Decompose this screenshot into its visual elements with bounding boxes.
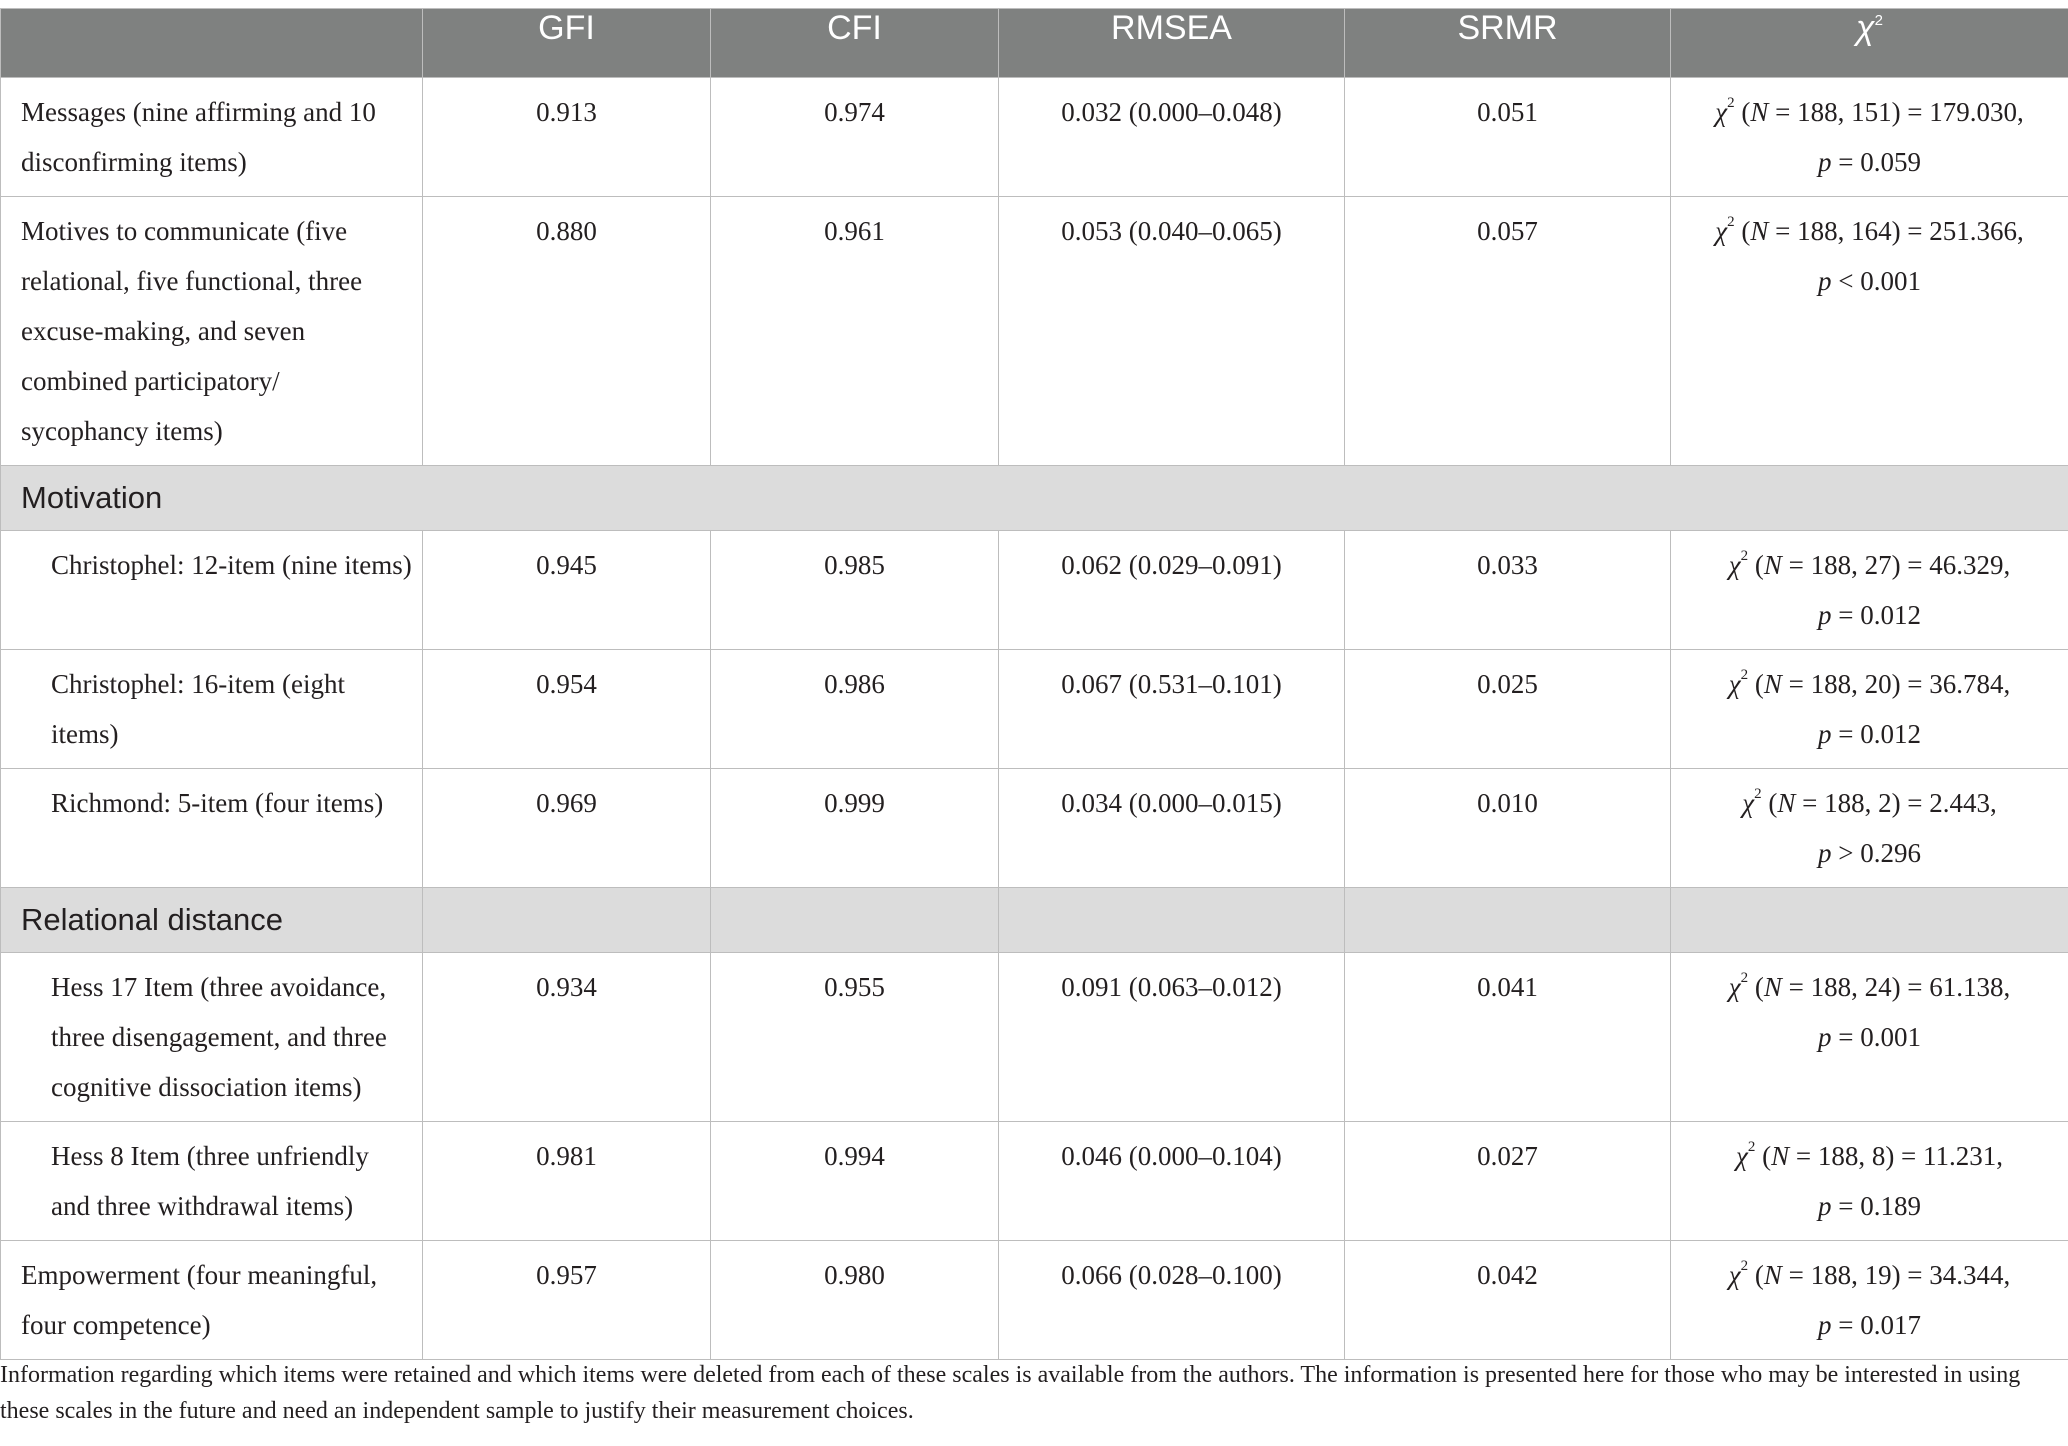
rmsea-value: 0.062 (0.029–0.091) bbox=[1061, 550, 1282, 580]
p-label: p bbox=[1818, 838, 1832, 868]
p-label: p bbox=[1818, 1191, 1832, 1221]
section-label: Motivation bbox=[21, 480, 163, 515]
chi-square-line bbox=[1671, 778, 2068, 828]
chi-df-text: = 188, 24) = 61.138, bbox=[1781, 972, 2011, 1002]
table-row bbox=[1, 769, 2068, 888]
srmr-value-cell bbox=[1345, 1241, 1671, 1360]
chi-square-line bbox=[1671, 540, 2068, 590]
p-label: p bbox=[1818, 600, 1832, 630]
chi-superscript: 2 bbox=[1747, 1139, 1756, 1155]
row-label: Messages (nine affirming and 10 disconfirming items) bbox=[21, 97, 376, 177]
p-value: > 0.296 bbox=[1831, 838, 1921, 868]
cfi-value: 0.986 bbox=[824, 669, 885, 699]
p-label: p bbox=[1818, 147, 1832, 177]
chi-superscript: 2 bbox=[1740, 548, 1749, 564]
section-empty-cell bbox=[1345, 888, 1671, 953]
gfi-value: 0.954 bbox=[536, 669, 597, 699]
rmsea-value: 0.034 (0.000–0.015) bbox=[1061, 788, 1282, 818]
chi-square-value bbox=[1671, 531, 2068, 649]
chi-superscript: 2 bbox=[1740, 1258, 1749, 1274]
chi-superscript: 2 bbox=[1727, 214, 1735, 230]
p-label: p bbox=[1818, 1310, 1832, 1340]
chi-square-cell bbox=[1671, 650, 2068, 769]
cfi-value: 0.994 bbox=[824, 1141, 885, 1171]
chi-square-cell bbox=[1671, 197, 2068, 466]
chi-open-paren: ( bbox=[1748, 972, 1764, 1002]
srmr-value: 0.010 bbox=[1477, 788, 1538, 818]
rmsea-value-cell bbox=[999, 197, 1345, 466]
gfi-value: 0.969 bbox=[536, 788, 597, 818]
header-gfi: GFI bbox=[423, 9, 711, 78]
gfi-value-cell bbox=[423, 650, 711, 769]
gfi-value-cell bbox=[423, 78, 711, 197]
cfi-value: 0.961 bbox=[824, 216, 885, 246]
row-label: Motives to communicate (five relational, five functional, three excuse-making, and seven combined participatory/ sycophancy items) bbox=[21, 216, 363, 446]
p-value-line bbox=[1671, 590, 2068, 640]
cfi-value-cell bbox=[711, 769, 999, 888]
cfi-value: 0.974 bbox=[824, 97, 885, 127]
chi-symbol: χ bbox=[1728, 550, 1741, 580]
section-header-cell bbox=[1, 888, 423, 953]
row-label-cell bbox=[1, 197, 423, 466]
header-chi-square bbox=[1671, 9, 2068, 78]
table-row bbox=[1, 1241, 2068, 1360]
gfi-value: 0.913 bbox=[536, 97, 597, 127]
cfi-value: 0.955 bbox=[824, 972, 885, 1002]
cfi-value: 0.985 bbox=[824, 550, 885, 580]
header-chi-superscript: 2 bbox=[1874, 12, 1883, 29]
chi-square-value bbox=[1671, 650, 2068, 768]
chi-square-cell bbox=[1671, 531, 2068, 650]
chi-superscript: 2 bbox=[1740, 667, 1749, 683]
chi-symbol: χ bbox=[1742, 788, 1755, 818]
header-chi-symbol: χ bbox=[1856, 9, 1875, 47]
rmsea-value-cell bbox=[999, 1122, 1345, 1241]
rmsea-value-cell bbox=[999, 78, 1345, 197]
rmsea-value-cell bbox=[999, 1241, 1345, 1360]
fit-indices-table bbox=[0, 8, 2068, 1360]
rmsea-value: 0.053 (0.040–0.065) bbox=[1061, 216, 1282, 246]
chi-n-label: N bbox=[1763, 1260, 1782, 1290]
chi-n-label: N bbox=[1750, 216, 1769, 246]
row-label: Christophel: 16-item (eight items) bbox=[51, 669, 345, 749]
chi-open-paren: ( bbox=[1734, 97, 1751, 127]
p-value-line bbox=[1671, 256, 2068, 306]
srmr-value: 0.042 bbox=[1477, 1260, 1538, 1290]
chi-open-paren: ( bbox=[1748, 550, 1764, 580]
chi-df-text: = 188, 8) = 11.231, bbox=[1789, 1141, 2004, 1171]
srmr-value-cell bbox=[1345, 650, 1671, 769]
srmr-value-cell bbox=[1345, 78, 1671, 197]
rmsea-value: 0.067 (0.531–0.101) bbox=[1061, 669, 1282, 699]
chi-square-value bbox=[1671, 1241, 2068, 1359]
section-empty-cell bbox=[999, 888, 1345, 953]
chi-square-cell bbox=[1671, 1122, 2068, 1241]
cfi-value: 0.999 bbox=[824, 788, 885, 818]
section-header-row bbox=[1, 888, 2068, 953]
table-footnote: Information regarding which items were retained and which items were deleted from each of these scales is available from the authors. The information is presented here for those who may be interested in using these scales in the future and need an independent sample to justify their measurement choices. bbox=[0, 1362, 2021, 1424]
section-empty-cell bbox=[1671, 888, 2068, 953]
chi-open-paren: ( bbox=[1761, 788, 1778, 818]
section-header-cell bbox=[1, 466, 2068, 531]
rmsea-value-cell bbox=[999, 769, 1345, 888]
p-value: = 0.012 bbox=[1831, 719, 1921, 749]
rmsea-value: 0.066 (0.028–0.100) bbox=[1061, 1260, 1282, 1290]
rmsea-value-cell bbox=[999, 531, 1345, 650]
cfi-value-cell bbox=[711, 650, 999, 769]
section-header-row bbox=[1, 466, 2068, 531]
cfi-value-cell bbox=[711, 78, 999, 197]
srmr-value: 0.041 bbox=[1477, 972, 1538, 1002]
row-label-cell bbox=[1, 953, 423, 1122]
p-value-line bbox=[1671, 1181, 2068, 1231]
cfi-value-cell bbox=[711, 1122, 999, 1241]
gfi-value: 0.880 bbox=[536, 216, 597, 246]
p-value: = 0.012 bbox=[1831, 600, 1921, 630]
rmsea-value: 0.032 (0.000–0.048) bbox=[1061, 97, 1282, 127]
p-value-line bbox=[1671, 709, 2068, 759]
table-row bbox=[1, 78, 2068, 197]
chi-symbol: χ bbox=[1728, 972, 1741, 1002]
chi-symbol: χ bbox=[1715, 216, 1728, 246]
section-label: Relational distance bbox=[21, 902, 283, 937]
srmr-value: 0.051 bbox=[1477, 97, 1538, 127]
row-label-cell bbox=[1, 650, 423, 769]
chi-open-paren: ( bbox=[1755, 1141, 1772, 1171]
gfi-value: 0.934 bbox=[536, 972, 597, 1002]
cfi-value: 0.980 bbox=[824, 1260, 885, 1290]
chi-symbol: χ bbox=[1715, 97, 1728, 127]
chi-df-text: = 188, 20) = 36.784, bbox=[1781, 669, 2011, 699]
chi-square-value bbox=[1671, 769, 2068, 887]
table-row bbox=[1, 650, 2068, 769]
chi-square-line bbox=[1671, 1250, 2068, 1300]
chi-n-label: N bbox=[1750, 97, 1769, 127]
table-body bbox=[1, 78, 2068, 1360]
row-label: Hess 8 Item (three unfriendly and three withdrawal items) bbox=[51, 1141, 369, 1221]
chi-df-text: = 188, 27) = 46.329, bbox=[1781, 550, 2011, 580]
chi-df-text: = 188, 151) = 179.030, bbox=[1768, 97, 2024, 127]
srmr-value-cell bbox=[1345, 1122, 1671, 1241]
row-label-cell bbox=[1, 1122, 423, 1241]
chi-n-label: N bbox=[1763, 550, 1782, 580]
gfi-value-cell bbox=[423, 953, 711, 1122]
chi-superscript: 2 bbox=[1740, 970, 1749, 986]
rmsea-value: 0.046 (0.000–0.104) bbox=[1061, 1141, 1282, 1171]
chi-square-line bbox=[1671, 962, 2068, 1012]
gfi-value-cell bbox=[423, 769, 711, 888]
header-cfi: CFI bbox=[711, 9, 999, 78]
chi-n-label: N bbox=[1763, 669, 1782, 699]
chi-square-value bbox=[1671, 78, 2068, 196]
header-srmr: SRMR bbox=[1345, 9, 1671, 78]
srmr-value: 0.025 bbox=[1477, 669, 1538, 699]
gfi-value: 0.957 bbox=[536, 1260, 597, 1290]
rmsea-value-cell bbox=[999, 650, 1345, 769]
row-label: Empowerment (four meaningful, four competence) bbox=[21, 1260, 378, 1340]
cfi-value-cell bbox=[711, 953, 999, 1122]
cfi-value-cell bbox=[711, 1241, 999, 1360]
p-value-line bbox=[1671, 828, 2068, 878]
srmr-value: 0.033 bbox=[1477, 550, 1538, 580]
p-label: p bbox=[1818, 719, 1832, 749]
p-label: p bbox=[1818, 266, 1832, 296]
table-header-row bbox=[1, 9, 2068, 78]
cfi-value-cell bbox=[711, 531, 999, 650]
chi-n-label: N bbox=[1777, 788, 1796, 818]
chi-open-paren: ( bbox=[1748, 1260, 1764, 1290]
gfi-value-cell bbox=[423, 1122, 711, 1241]
section-empty-cell bbox=[423, 888, 711, 953]
row-label-cell bbox=[1, 531, 423, 650]
p-value-line bbox=[1671, 1012, 2068, 1062]
rmsea-value: 0.091 (0.063–0.012) bbox=[1061, 972, 1282, 1002]
chi-df-text: = 188, 2) = 2.443, bbox=[1795, 788, 1997, 818]
table-row bbox=[1, 1122, 2068, 1241]
chi-df-text: = 188, 164) = 251.366, bbox=[1768, 216, 2024, 246]
srmr-value: 0.057 bbox=[1477, 216, 1538, 246]
chi-superscript: 2 bbox=[1754, 786, 1762, 802]
table-row bbox=[1, 531, 2068, 650]
chi-square-value bbox=[1671, 1122, 2068, 1240]
cfi-value-cell bbox=[711, 197, 999, 466]
row-label-cell bbox=[1, 1241, 423, 1360]
chi-square-line bbox=[1671, 206, 2068, 256]
chi-symbol: χ bbox=[1735, 1141, 1748, 1171]
p-value: < 0.001 bbox=[1831, 266, 1921, 296]
gfi-value-cell bbox=[423, 197, 711, 466]
chi-open-paren: ( bbox=[1734, 216, 1751, 246]
srmr-value-cell bbox=[1345, 197, 1671, 466]
chi-open-paren: ( bbox=[1748, 669, 1764, 699]
srmr-value-cell bbox=[1345, 953, 1671, 1122]
chi-df-text: = 188, 19) = 34.344, bbox=[1781, 1260, 2011, 1290]
p-label: p bbox=[1818, 1022, 1832, 1052]
row-label-cell bbox=[1, 78, 423, 197]
chi-symbol: χ bbox=[1728, 1260, 1741, 1290]
chi-square-cell bbox=[1671, 78, 2068, 197]
row-label: Richmond: 5-item (four items) bbox=[51, 788, 384, 818]
gfi-value-cell bbox=[423, 1241, 711, 1360]
chi-square-line bbox=[1671, 87, 2068, 137]
chi-square-value bbox=[1671, 953, 2068, 1071]
row-label: Hess 17 Item (three avoidance, three disengagement, and three cognitive dissociation items) bbox=[51, 972, 387, 1102]
rmsea-value-cell bbox=[999, 953, 1345, 1122]
p-value: = 0.059 bbox=[1831, 147, 1921, 177]
chi-square-cell bbox=[1671, 1241, 2068, 1360]
p-value: = 0.001 bbox=[1831, 1022, 1921, 1052]
p-value-line bbox=[1671, 137, 2068, 187]
p-value-line bbox=[1671, 1300, 2068, 1350]
srmr-value: 0.027 bbox=[1477, 1141, 1538, 1171]
row-label-cell bbox=[1, 769, 423, 888]
chi-n-label: N bbox=[1771, 1141, 1790, 1171]
chi-n-label: N bbox=[1763, 972, 1782, 1002]
gfi-value: 0.945 bbox=[536, 550, 597, 580]
chi-square-cell bbox=[1671, 953, 2068, 1122]
table-row bbox=[1, 953, 2068, 1122]
chi-square-line bbox=[1671, 1131, 2068, 1181]
srmr-value-cell bbox=[1345, 769, 1671, 888]
chi-superscript: 2 bbox=[1727, 95, 1735, 111]
srmr-value-cell bbox=[1345, 531, 1671, 650]
chi-square-cell bbox=[1671, 769, 2068, 888]
p-value: = 0.017 bbox=[1831, 1310, 1921, 1340]
header-blank-cell bbox=[1, 9, 423, 78]
section-empty-cell bbox=[711, 888, 999, 953]
gfi-value: 0.981 bbox=[536, 1141, 597, 1171]
gfi-value-cell bbox=[423, 531, 711, 650]
header-rmsea: RMSEA bbox=[999, 9, 1345, 78]
chi-square-value bbox=[1671, 197, 2068, 315]
chi-symbol: χ bbox=[1728, 669, 1741, 699]
table-row bbox=[1, 197, 2068, 466]
chi-square-line bbox=[1671, 659, 2068, 709]
row-label: Christophel: 12-item (nine items) bbox=[51, 550, 412, 580]
p-value: = 0.189 bbox=[1831, 1191, 1921, 1221]
